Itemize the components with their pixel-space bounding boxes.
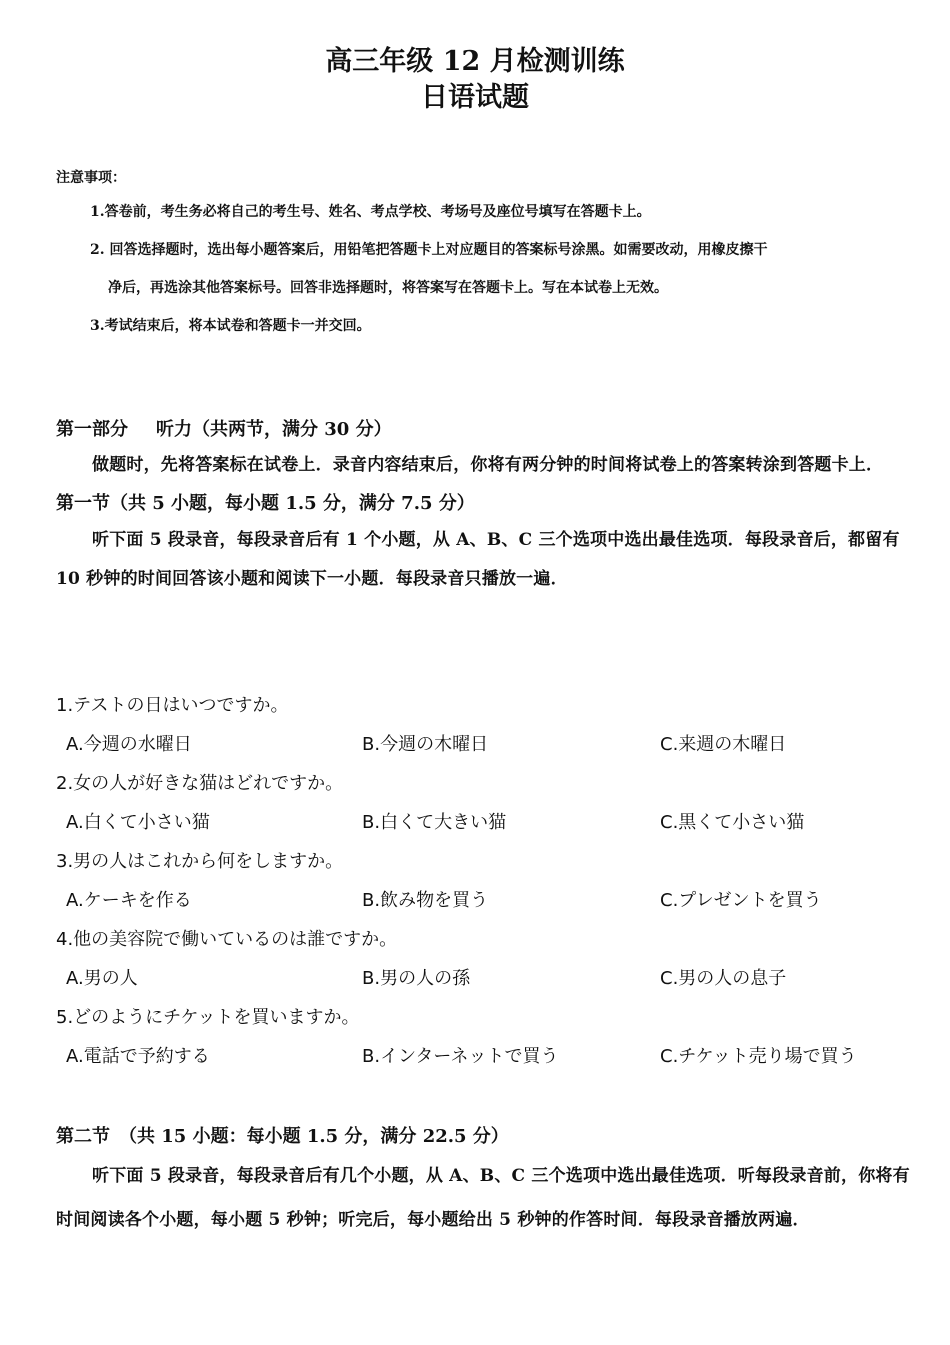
question-text: 4.他の美容院で働いているのは誰ですか。 (56, 929, 398, 950)
exam-subtitle: 日语试题 (421, 82, 529, 113)
section-one-heading: 第一节（共 5 小题，每小题 1.5 分，满分 7.5 分） (56, 493, 475, 514)
notice-heading: 注意事项： (56, 170, 126, 186)
option-a: A.白くて小さい猫 (66, 812, 210, 833)
option-b: B.今週の木曜日 (362, 734, 489, 755)
part-one-instructions: 做题时，先将答案标在试卷上．录音内容结束后，你将有两分钟的时间将试卷上的答案转涂到答题卡上． (92, 455, 884, 475)
option-c: C.プレゼントを買う (660, 890, 822, 911)
question-text: 1.テストの日はいつですか。 (56, 695, 289, 716)
notice-item-2-line-2: 净后，再选涂其他答案标号。回答非选择题时，将答案写在答题卡上。写在本试卷上无效。 (108, 280, 668, 296)
option-a: A.電話で予約する (66, 1046, 210, 1067)
option-c: C.来週の木曜日 (660, 734, 787, 755)
question-list (56, 686, 926, 1076)
option-c: C.男の人の息子 (660, 968, 787, 989)
notice-item-3: 3.考试结束后，将本试卷和答题卡一并交回。 (90, 318, 371, 334)
notice-section (56, 168, 926, 336)
part-one (56, 414, 926, 599)
option-b: B.白くて大きい猫 (362, 812, 507, 833)
exam-header (0, 44, 950, 116)
question-options (56, 959, 926, 998)
part-one-label: 第一部分 (56, 419, 128, 440)
question-options (56, 803, 926, 842)
section-one-instructions: 听下面 5 段录音，每段录音后有 1 个小题，从 A、B、C 三个选项中选出最佳选项．每段录音后，都留有 10 秒钟的时间回答该小题和阅读下一小题．每段录音只播放一遍． (56, 530, 900, 589)
part-one-title: 听力（共两节，满分 30 分） (156, 419, 392, 440)
section-two-heading: 第二节 （共 15 小题：每小题 1.5 分，满分 22.5 分） (56, 1126, 509, 1147)
option-a: A.男の人 (66, 968, 138, 989)
question-options (56, 1037, 926, 1076)
notice-item-1: 1.答卷前，考生务必将自己的考生号、姓名、考点学校、考场号及座位号填写在答题卡上。 (90, 204, 651, 220)
question-text: 5.どのようにチケットを買いますか。 (56, 1007, 360, 1028)
option-b: B.飲み物を買う (362, 890, 489, 911)
question-options (56, 725, 926, 764)
option-b: B.男の人の孫 (362, 968, 471, 989)
option-a: A.ケーキを作る (66, 890, 192, 911)
question-options (56, 881, 926, 920)
exam-title: 高三年级 12 月检测训练 (325, 46, 625, 77)
option-c: C.チケット売り場で買う (660, 1046, 857, 1067)
notice-item-2-line-1: 2. 回答选择题时，选出每小题答案后，用铅笔把答题卡上对应题目的答案标号涂黑。如需要改动，用橡皮擦干 (90, 242, 768, 258)
section-two (56, 1120, 926, 1242)
notice-item-2 (56, 240, 926, 298)
part-one-heading (56, 414, 926, 446)
option-a: A.今週の水曜日 (66, 734, 192, 755)
question-text: 3.男の人はこれから何をしますか。 (56, 851, 344, 872)
question-text: 2.女の人が好きな猫はどれですか。 (56, 773, 344, 794)
option-b: B.インターネットで買う (362, 1046, 559, 1067)
section-two-instructions: 听下面 5 段录音，每段录音后有几个小题，从 A、B、C 三个选项中选出最佳选项．听每段录音前，你将有时间阅读各个小题，每小题 5 秒钟；听完后，每小题给出 5 秒钟的作答时间．每段录音播放两遍． (56, 1166, 910, 1230)
option-c: C.黒くて小さい猫 (660, 812, 805, 833)
